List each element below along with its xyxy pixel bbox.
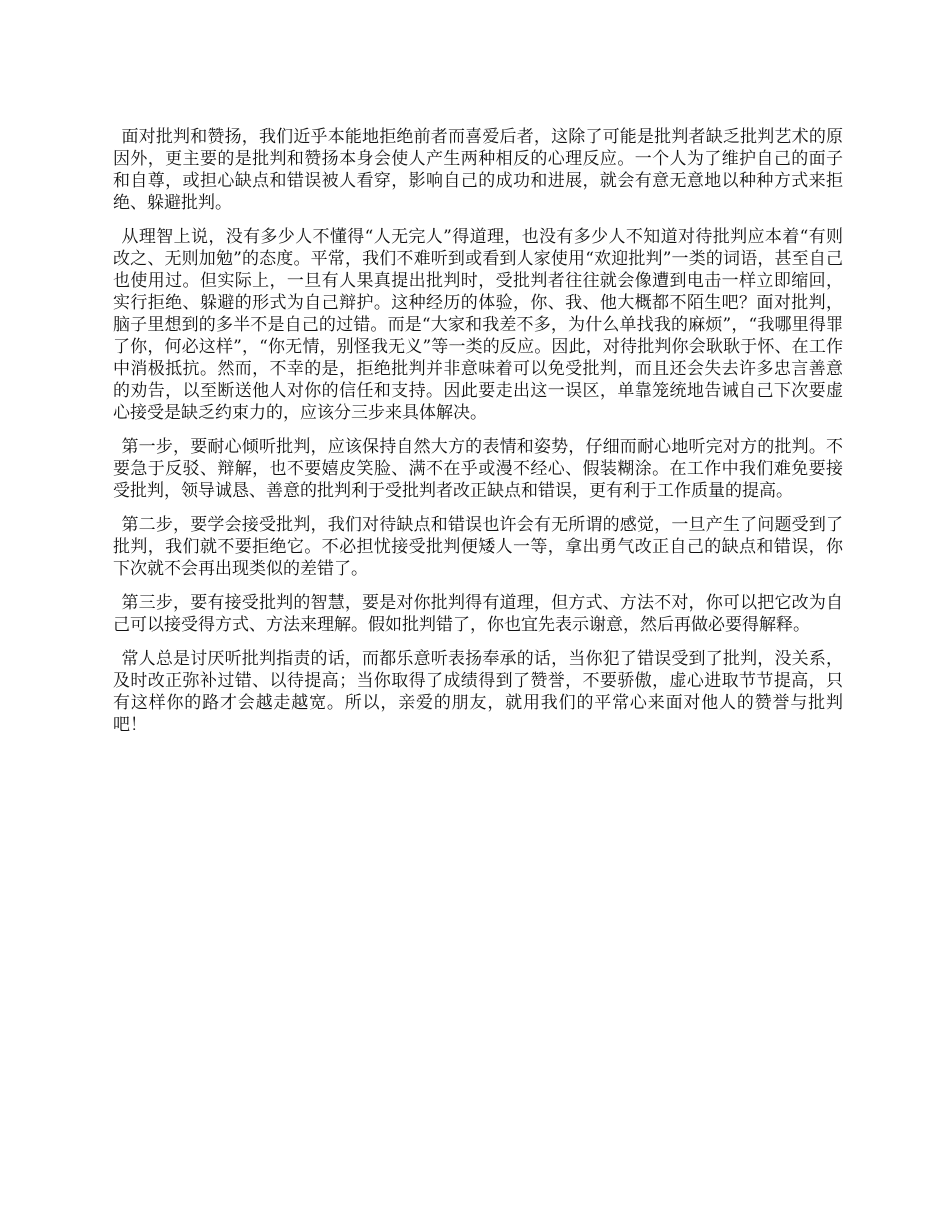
paragraph: 从理智上说，没有多少人不懂得“人无完人”得道理，也没有多少人不知道对待批判应本着“有则改之、无则加勉”的态度。平常，我们不难听到或看到人家使用“欢迎批判”一类的词语，甚至自己也使用过。但实际上，一旦有人果真提出批判时，受批判者往往就会像遭到电击一样立即缩回，实行拒绝、躲避的形式为自己辩护。这种经历的体验，你、我、他大概都不陌生吧？面对批判，脑子里想到的多半不是自己的过错。而是“大家和我差不多，为什么单找我的麻烦”，“我哪里得罪了你，何必这样”，“你无情，别怪我无义”等一类的反应。因此，对待批判你会耿耿于怀、在工作中消极抵抗。然而，不幸的是，拒绝批判并非意味着可以免受批判，而且还会失去许多忠言善意的劝告，以至断送他人对你的信任和支持。因此要走出这一误区，单靠笼统地告诫自己下次要虚心接受是缺乏约束力的，应该分三步来具体解决。 [113,227,843,423]
paragraph: 面对批判和赞扬，我们近乎本能地拒绝前者而喜爱后者，这除了可能是批判者缺乏批判艺术的原因外，更主要的是批判和赞扬本身会使人产生两种相反的心理反应。一个人为了维护自己的面子和自尊，或担心缺点和错误被人看穿，影响自己的成功和进展，就会有意无意地以种种方式来拒绝、躲避批判。 [113,127,843,213]
paragraph: 第一步，要耐心倾听批判，应该保持自然大方的表情和姿势，仔细而耐心地听完对方的批判。不要急于反驳、辩解，也不要嬉皮笑脸、满不在乎或漫不经心、假装糊涂。在工作中我们难免要接受批判，领导诚恳、善意的批判利于受批判者改正缺点和错误，更有利于工作质量的提高。 [113,437,843,501]
document-body [113,126,843,748]
paragraph: 第三步，要有接受批判的智慧，要是对你批判得有道理，但方式、方法不对，你可以把它改为自己可以接受得方式、方法来理解。假如批判错了，你也宜先表示谢意，然后再做必要得解释。 [113,593,843,635]
paragraph: 第二步，要学会接受批判，我们对待缺点和错误也许会有无所谓的感觉，一旦产生了问题受到了批判，我们就不要拒绝它。不必担忧接受批判便矮人一等，拿出勇气改正自己的缺点和错误，你下次就不会再出现类似的差错了。 [113,515,843,579]
paragraph: 常人总是讨厌听批判指责的话，而都乐意听表扬奉承的话，当你犯了错误受到了批判，没关系，及时改正弥补过错、以待提高；当你取得了成绩得到了赞誉，不要骄傲，虚心进取节节提高，只有这样你的路才会越走越宽。所以，亲爱的朋友，就用我们的平常心来面对他人的赞誉与批判吧！ [113,649,843,735]
